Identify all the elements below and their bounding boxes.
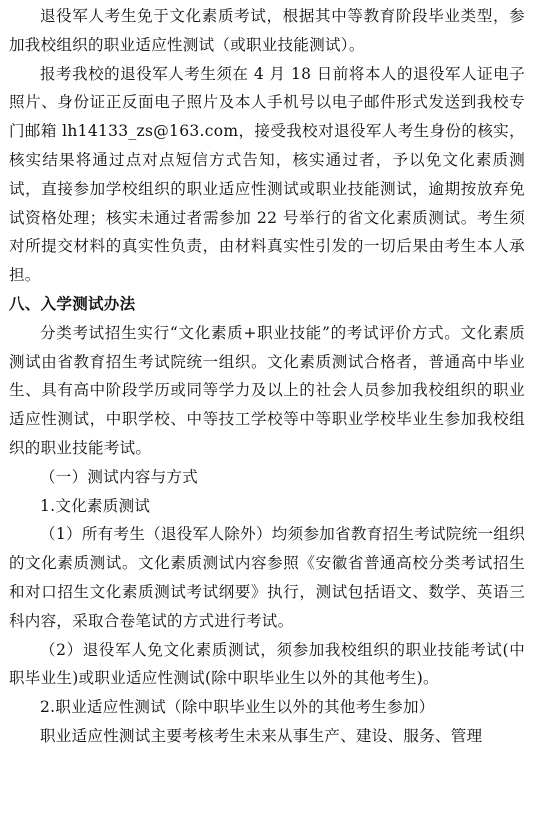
subheading-vocational-aptitude: 2.职业适应性测试（除中职毕业生以外的其他考生参加）	[40, 698, 435, 717]
paragraph-cultural-test-all: （1）所有考生（退役军人除外）均须参加省教育招生考试院统一组织的文化素质测试。文化素质测试内容参照《安徽省普通高校分类考试招生和对口招生文化素质测试考试纲要》执行，测试包括语文、数学、英语三科内容，采取合卷笔试的方式进行考试。	[9, 525, 525, 630]
paragraph-cultural-test-veterans: （2）退役军人免文化素质测试，须参加我校组织的职业技能考试(中职毕业生)或职业适应性测试(除中职毕业生以外的其他考生)。	[9, 640, 525, 688]
paragraph-veteran-verification: 报考我校的退役军人考生须在 4 月 18 日前将本人的退役军人证电子照片、身份证正反面电子照片及本人手机号以电子邮件形式发送到我校专门邮箱 lh14133_zs@163.com，接受我校对退役军人考生身份的核实，核实结果将通过点对点短信方式告知，核实通过者，予以免文化素质测试，直接参加学校组织的职业适应性测试或职业技能测试，逾期按放弃免试资格处理；核实未通过者需参加 22 号举行的省文化素质测试。考生须对所提交材料的真实性负责，由材料真实性引发的一切后果由考生本人承担。	[9, 64, 525, 285]
paragraph-veteran-exemption: 退役军人考生免于文化素质考试，根据其中等教育阶段毕业类型，参加我校组织的职业适应性测试（或职业技能测试）。	[9, 7, 525, 54]
paragraph-exam-evaluation: 分类考试招生实行“文化素质+职业技能”的考试评价方式。文化素质测试由省教育招生考试院统一组织。文化素质测试合格者，普通高中毕业生、具有高中阶段学历或同等学力及以上的社会人员参加我校组织的职业适应性测试，中职学校、中等技工学校等中等职业学校毕业生参加我校组织的职业技能考试。	[9, 323, 525, 457]
subheading-test-content: （一）测试内容与方式	[40, 467, 199, 486]
subheading-cultural-test: 1.文化素质测试	[40, 496, 151, 515]
section-heading-admission-test: 八、入学测试办法	[9, 293, 136, 313]
paragraph-vocational-aptitude: 职业适应性测试主要考核考生未来从事生产、建设、服务、管理	[40, 726, 483, 745]
